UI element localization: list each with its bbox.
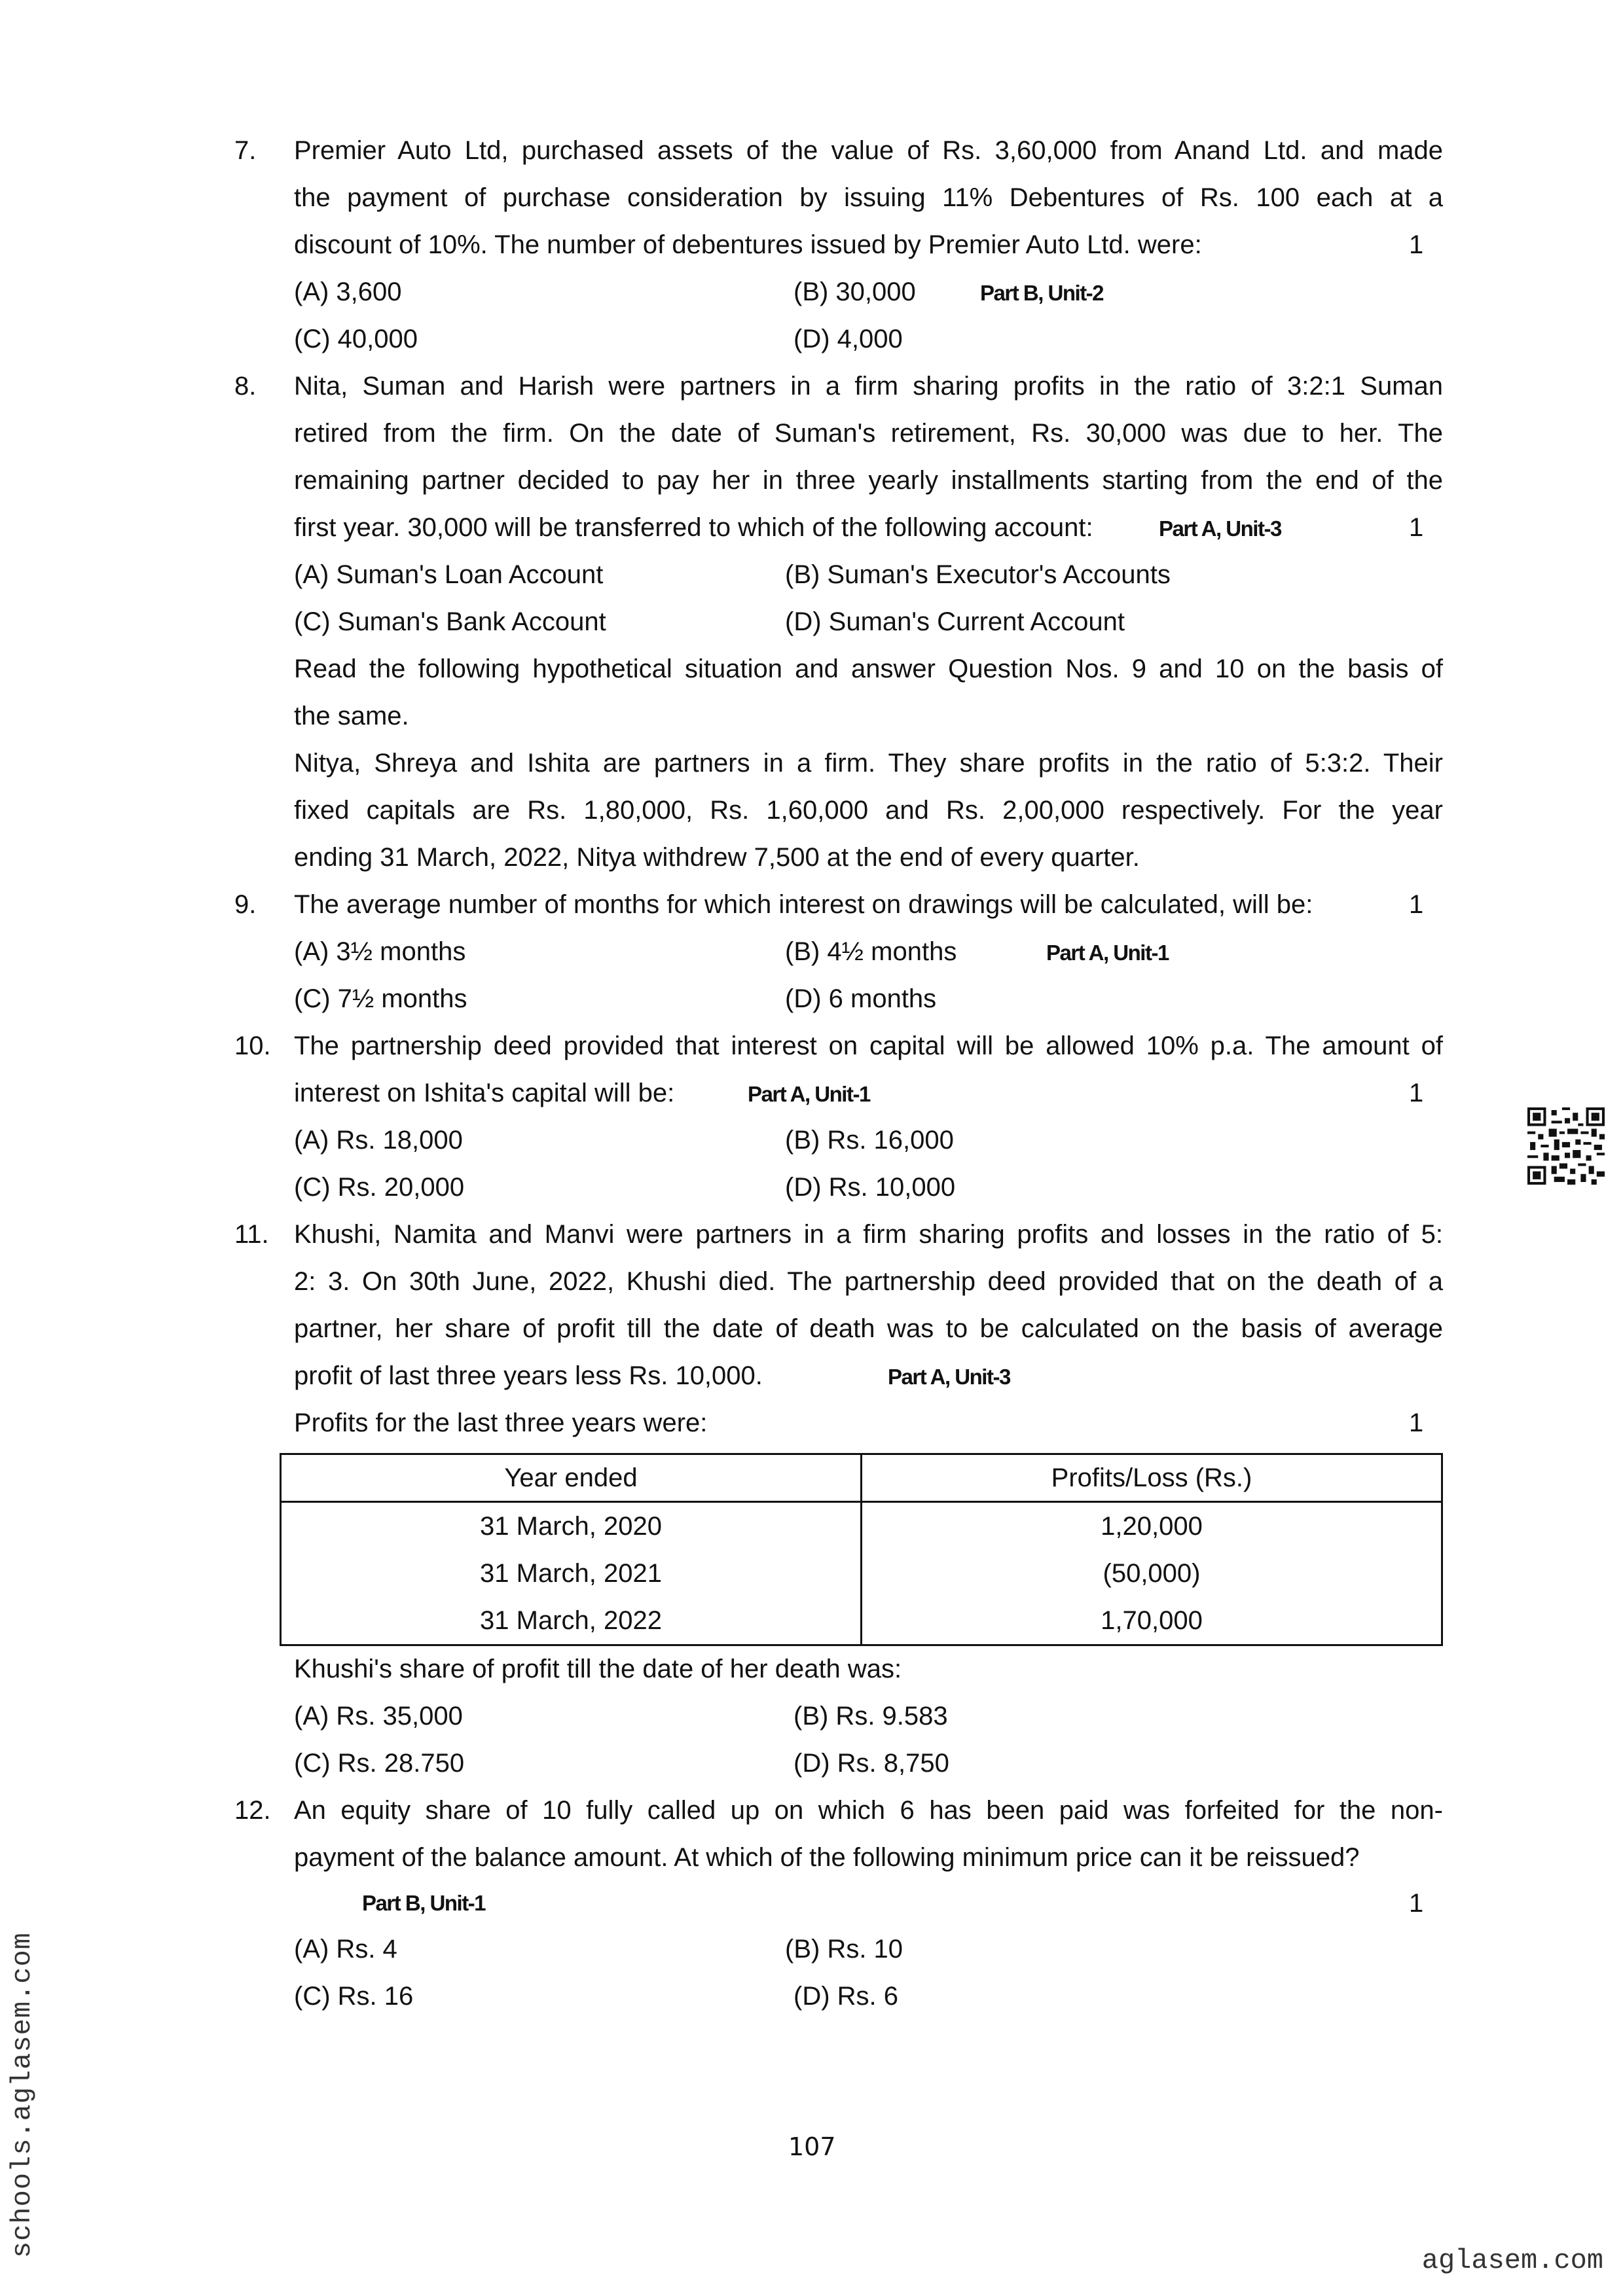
question-number-11: 11. [234, 1220, 269, 1249]
question-10-option-c: (C) Rs. 20,000 [294, 1173, 465, 1202]
question-8-text-line-1: Nita, Suman and Harish were partners in a firm sharing profits in the ratio of 3:2:1 Suman [294, 372, 1443, 401]
table-header-profit: Profits/Loss (Rs.) [862, 1454, 1442, 1502]
question-8-option-d: (D) Suman's Current Account [785, 607, 1125, 636]
question-11-text-line-4: profit of last three years less Rs. 10,000. [294, 1361, 763, 1390]
question-11-option-d: (D) Rs. 8,750 [793, 1749, 949, 1778]
question-11-option-c: (C) Rs. 28.750 [294, 1749, 465, 1778]
question-9-unit-tag: Part A, Unit-1 [1046, 941, 1169, 965]
table-cell-year: 31 March, 2021 [281, 1550, 862, 1597]
question-number-10: 10. [234, 1031, 271, 1060]
question-number-12: 12. [234, 1796, 271, 1825]
question-10-marks: 1 [1409, 1079, 1424, 1107]
question-11-text-line-1: Khushi, Namita and Manvi were partners in a firm sharing profits and losses in the ratio of 5: [294, 1220, 1443, 1249]
question-7-option-a: (A) 3,600 [294, 278, 402, 306]
question-9-option-c: (C) 7½ months [294, 984, 467, 1013]
question-7-option-d: (D) 4,000 [793, 325, 903, 353]
case-passage-line-4: fixed capitals are Rs. 1,80,000, Rs. 1,60,000 and Rs. 2,00,000 respectively. For the year [294, 796, 1443, 825]
page-number: 107 [788, 2132, 836, 2161]
question-10-option-b: (B) Rs. 16,000 [785, 1126, 954, 1155]
question-12-option-b: (B) Rs. 10 [785, 1935, 903, 1964]
watermark-left: schools.aglasem.com [7, 1932, 38, 2258]
question-11-marks: 1 [1409, 1408, 1424, 1437]
question-number-7: 7. [234, 136, 257, 165]
question-7-option-c: (C) 40,000 [294, 325, 418, 353]
question-number-8: 8. [234, 372, 257, 401]
question-12-marks: 1 [1409, 1889, 1424, 1918]
question-10-unit-tag: Part A, Unit-1 [748, 1082, 870, 1106]
question-7-option-b: (B) 30,000 [793, 278, 916, 306]
table-row [281, 1502, 1442, 1551]
question-12-option-c: (C) Rs. 16 [294, 1982, 414, 2011]
table-cell-profit: 1,70,000 [862, 1597, 1442, 1645]
table-cell-year: 31 March, 2022 [281, 1597, 862, 1645]
table-cell-profit: (50,000) [862, 1550, 1442, 1597]
watermark-right: aglasem.com [1421, 2245, 1603, 2276]
question-12-text-line-1: An equity share of 10 fully called up on which 6 has been paid was forfeited for the non- [294, 1796, 1443, 1825]
question-8-option-a: (A) Suman's Loan Account [294, 560, 604, 589]
question-10-text-line-1: The partnership deed provided that interest on capital will be allowed 10% p.a. The amount of [294, 1031, 1443, 1060]
question-7-text-line-1: Premier Auto Ltd, purchased assets of the value of Rs. 3,60,000 from Anand Ltd. and made [294, 136, 1443, 165]
question-8-marks: 1 [1409, 513, 1424, 542]
question-number-9: 9. [234, 890, 257, 919]
question-10-text-line-2: interest on Ishita's capital will be: [294, 1079, 675, 1107]
question-11-option-b: (B) Rs. 9.583 [793, 1702, 948, 1731]
table-row [281, 1550, 1442, 1597]
question-8-unit-tag: Part A, Unit-3 [1159, 516, 1281, 541]
question-9-option-b: (B) 4½ months [785, 937, 957, 966]
question-11-option-a: (A) Rs. 35,000 [294, 1702, 463, 1731]
question-8-option-b: (B) Suman's Executor's Accounts [785, 560, 1171, 589]
question-12-option-a: (A) Rs. 4 [294, 1935, 397, 1964]
question-9-marks: 1 [1409, 890, 1424, 919]
question-12-option-d: (D) Rs. 6 [793, 1982, 898, 2011]
case-passage-line-1: Read the following hypothetical situation and answer Question Nos. 9 and 10 on the basis of [294, 655, 1443, 683]
question-11-text-line-6: Khushi's share of profit till the date of her death was: [294, 1655, 902, 1683]
case-passage-line-2: the same. [294, 702, 409, 730]
question-12-text-line-2: payment of the balance amount. At which of the following minimum price can it be reissued? [294, 1843, 1360, 1872]
question-10-option-d: (D) Rs. 10,000 [785, 1173, 956, 1202]
profits-table [280, 1453, 1443, 1646]
question-9-text-line-1: The average number of months for which interest on drawings will be calculated, will be: [294, 890, 1313, 919]
table-cell-profit: 1,20,000 [862, 1502, 1442, 1551]
question-8-option-c: (C) Suman's Bank Account [294, 607, 606, 636]
table-header-row [281, 1454, 1442, 1502]
question-8-text-line-4: first year. 30,000 will be transferred to which of the following account: [294, 513, 1093, 542]
question-7-text-line-2: the payment of purchase consideration by issuing 11% Debentures of Rs. 100 each at a [294, 183, 1443, 212]
case-passage-line-3: Nitya, Shreya and Ishita are partners in a firm. They share profits in the ratio of 5:3:2. Their [294, 749, 1443, 778]
question-9-option-a: (A) 3½ months [294, 937, 466, 966]
question-10-option-a: (A) Rs. 18,000 [294, 1126, 463, 1155]
table-cell-year: 31 March, 2020 [281, 1502, 862, 1551]
question-11-text-line-5: Profits for the last three years were: [294, 1408, 708, 1437]
question-11-unit-tag: Part A, Unit-3 [888, 1365, 1010, 1389]
question-7-marks: 1 [1409, 230, 1424, 259]
question-7-unit-tag: Part B, Unit-2 [980, 281, 1104, 305]
question-12-unit-tag: Part B, Unit-1 [362, 1891, 486, 1915]
table-header-year: Year ended [281, 1454, 862, 1502]
table-row [281, 1597, 1442, 1645]
case-passage-line-5: ending 31 March, 2022, Nitya withdrew 7,500 at the end of every quarter. [294, 843, 1140, 872]
question-9-option-d: (D) 6 months [785, 984, 937, 1013]
question-8-text-line-2: retired from the firm. On the date of Suman's retirement, Rs. 30,000 was due to her. The [294, 419, 1443, 448]
question-11-text-line-3: partner, her share of profit till the date of death was to be calculated on the basis of average [294, 1314, 1443, 1343]
qr-code-icon [1527, 1107, 1605, 1185]
question-7-text-line-3: discount of 10%. The number of debentures issued by Premier Auto Ltd. were: [294, 230, 1202, 259]
question-11-text-line-2: 2: 3. On 30th June, 2022, Khushi died. The partnership deed provided that on the death of a [294, 1267, 1443, 1296]
question-8-text-line-3: remaining partner decided to pay her in three yearly installments starting from the end of the [294, 466, 1443, 495]
